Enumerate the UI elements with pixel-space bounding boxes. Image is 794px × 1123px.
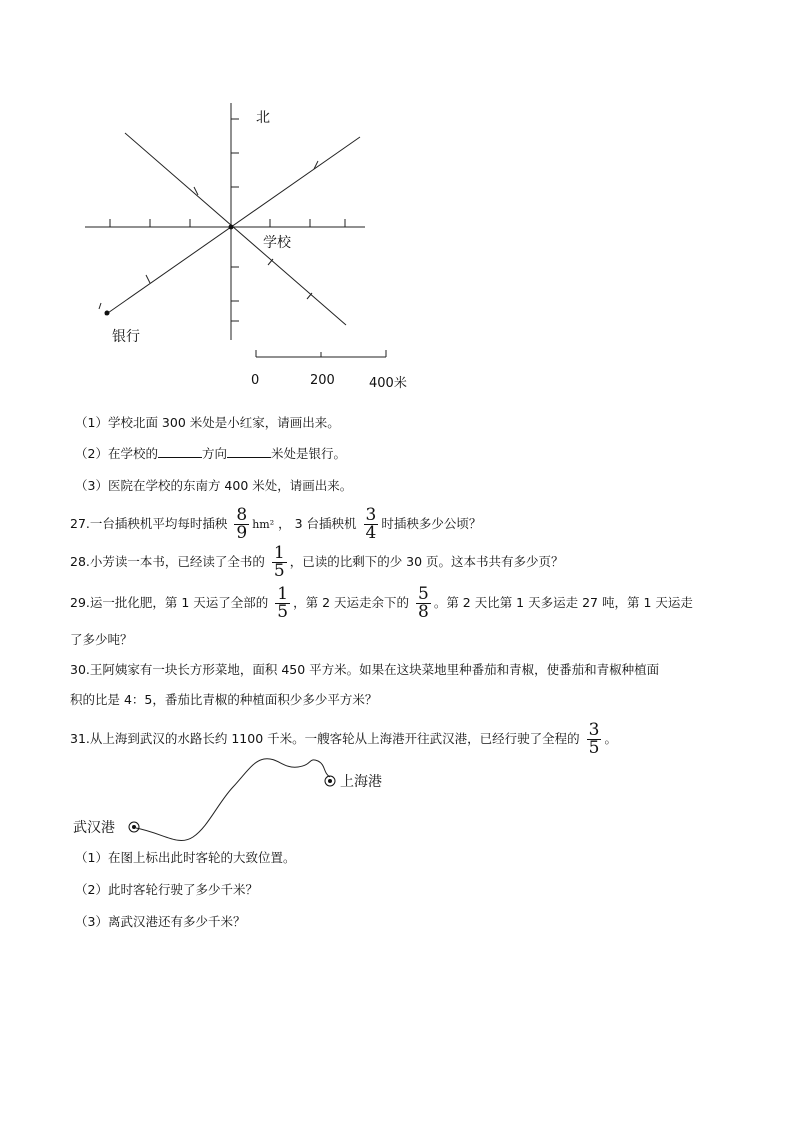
q27-fraction-1: $\frac{8}{9}$ xyxy=(236,505,248,543)
direction-diagram xyxy=(70,95,430,395)
q27-text-c: 时插秧多少公顷？ xyxy=(381,516,482,531)
river-route-map xyxy=(68,755,428,850)
q28-text-b: ，已读的比剩下的少 30 页。这本书共有多少页？ xyxy=(289,554,564,569)
q29-text-a: 29.运一批化肥，第 1 天运了全部的 xyxy=(70,595,269,610)
q29-text-c: 。第 2 天比第 1 天多运走 27 吨，第 1 天运走 xyxy=(433,595,693,610)
q26-sub2-prefix: （2）在学校的 xyxy=(75,446,158,461)
q31-text-b: 。 xyxy=(604,731,617,746)
scale-tick-400: 400米 xyxy=(369,376,407,391)
q28-text-a: 28.小芳读一本书，已经读了全书的 xyxy=(70,554,265,569)
scale-bar xyxy=(256,350,386,357)
shanghai-port-label: 上海港 xyxy=(340,774,382,790)
q27-text-b: ， 3 台插秧机 xyxy=(278,516,357,531)
north-label: 北 xyxy=(256,110,270,126)
q26-sub2-mid: 方向 xyxy=(201,446,227,461)
river-route-line xyxy=(136,759,330,841)
question-28 xyxy=(70,545,564,580)
question-29 xyxy=(70,586,693,621)
direction-blank[interactable] xyxy=(158,445,202,458)
q29-text-b: ，第 2 天运走余下的 xyxy=(293,595,409,610)
q29-fraction-2: $\frac{5}{8}$ xyxy=(417,584,429,622)
q31-fraction: $\frac{3}{5}$ xyxy=(588,720,600,758)
shanghai-port-marker xyxy=(325,776,335,786)
q31-sub2: （2）此时客轮行驶了多少千米？ xyxy=(75,882,258,897)
q27-fraction-2: $\frac{3}{4}$ xyxy=(365,505,377,543)
scale-tick-200: 200 xyxy=(310,373,335,388)
q30-line-1: 30.王阿姨家有一块长方形菜地，面积 450 平方米。如果在这块菜地里种番茄和青椒，使番茄和青椒种植面 xyxy=(70,662,660,677)
school-center-dot xyxy=(229,225,234,230)
question-31 xyxy=(70,722,617,757)
q26-sub2 xyxy=(75,444,346,464)
distance-blank[interactable] xyxy=(227,445,271,458)
q29-line-2: 了多少吨？ xyxy=(70,632,133,647)
q26-sub2-suffix: 米处是银行。 xyxy=(270,446,346,461)
q27-unit: hm² xyxy=(252,518,275,531)
q30-line-2: 积的比是 4：5，番茄比青椒的种植面积少多少平方米？ xyxy=(70,692,378,707)
scale-tick-0: 0 xyxy=(251,373,260,388)
bank-label: 银行 xyxy=(112,329,140,345)
axis-ticks xyxy=(110,119,345,321)
q31-text-a: 31.从上海到武汉的水路长约 1100 千米。一艘客轮从上海港开往武汉港，已经行驶了全程的 xyxy=(70,731,580,746)
bank-dot xyxy=(105,311,110,316)
q26-sub3: （3）医院在学校的东南方 400 米处，请画出来。 xyxy=(75,478,353,493)
q27-text-a: 27.一台插秧机平均每时插秧 xyxy=(70,516,228,531)
wuhan-port-marker xyxy=(129,822,139,832)
q28-fraction: $\frac{1}{5}$ xyxy=(273,543,285,581)
q31-sub1: （1）在图上标出此时客轮的大致位置。 xyxy=(75,850,296,865)
q31-sub3: （3）离武汉港还有多少千米？ xyxy=(75,914,246,929)
northwest-southeast-line xyxy=(125,133,346,325)
q26-sub1: （1）学校北面 300 米处是小红家，请画出来。 xyxy=(75,415,340,430)
q29-fraction-1: $\frac{1}{5}$ xyxy=(277,584,289,622)
question-27 xyxy=(70,507,481,542)
school-label: 学校 xyxy=(263,235,291,251)
wuhan-port-label: 武汉港 xyxy=(73,820,115,836)
